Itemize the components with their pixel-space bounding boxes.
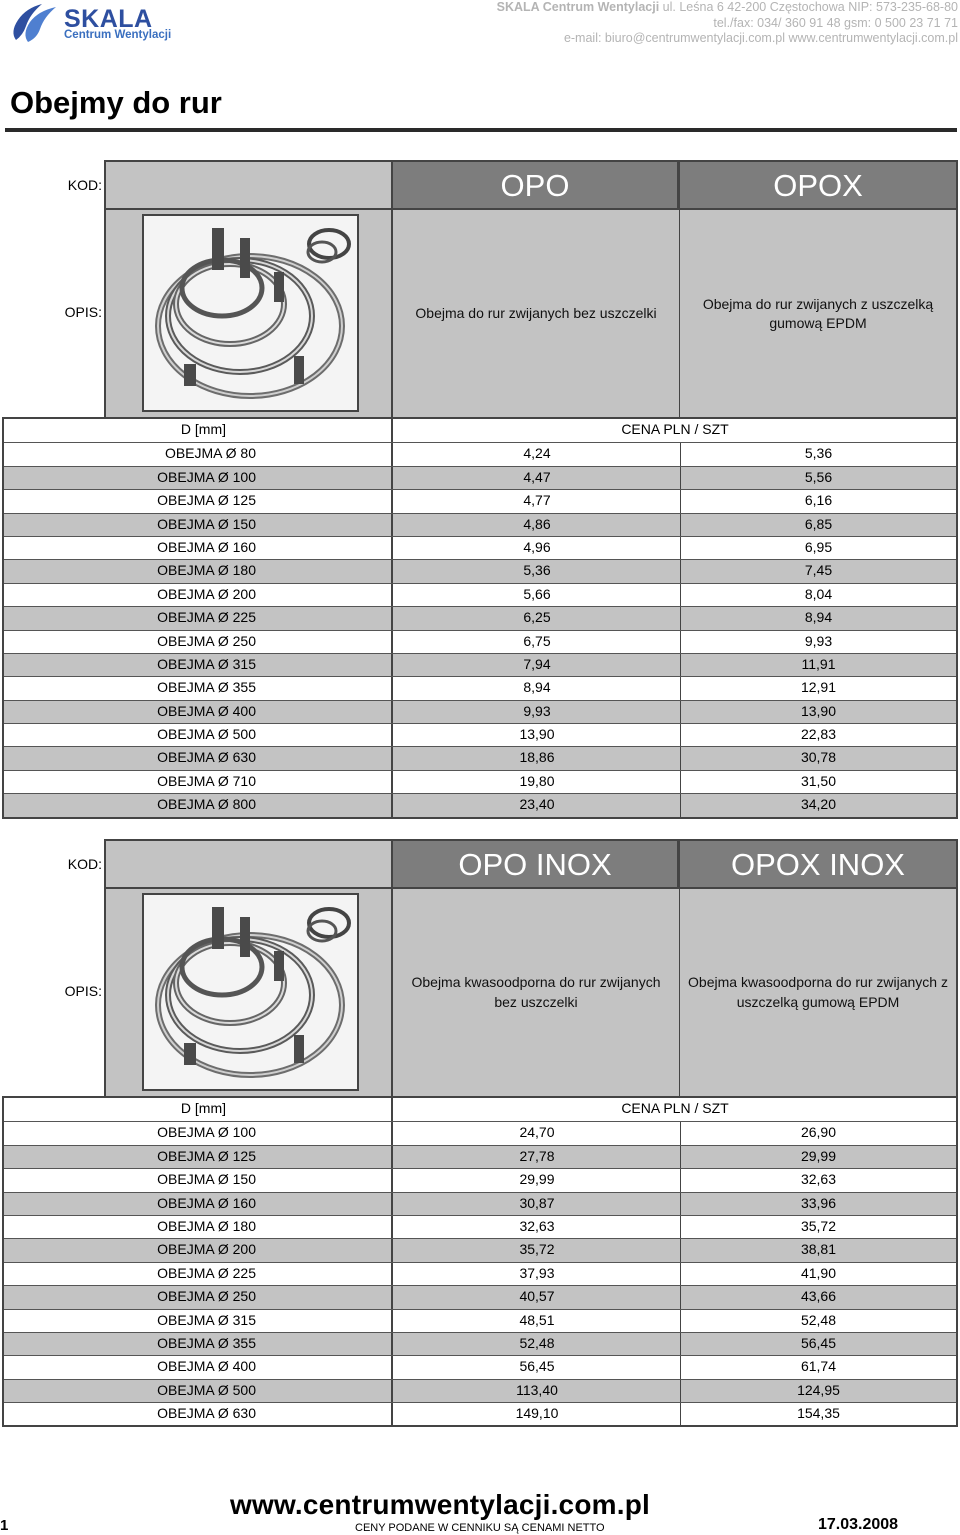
kod-blank-cell bbox=[104, 160, 392, 210]
table-row bbox=[4, 723, 956, 746]
diameter-label: OBEJMA Ø 800 bbox=[157, 796, 256, 813]
diameter-label: OBEJMA Ø 500 bbox=[157, 1381, 256, 1398]
diameter-label: OBEJMA Ø 500 bbox=[157, 726, 256, 743]
product-code-opo-inox: OPO INOX bbox=[392, 839, 679, 889]
product-photo bbox=[142, 893, 359, 1091]
opis-row bbox=[0, 210, 960, 418]
price-cell-2: 5,36 bbox=[804, 445, 833, 462]
diameter-label: OBEJMA Ø 400 bbox=[157, 1358, 256, 1375]
column-header-diameter bbox=[4, 1098, 393, 1121]
price-cell-2: 34,20 bbox=[800, 796, 837, 813]
price-cell-2: 6,16 bbox=[804, 492, 833, 509]
price-cell-1: 32,63 bbox=[394, 1216, 681, 1238]
price-cell-2: 30,78 bbox=[800, 749, 837, 766]
price-cell-1: 9,93 bbox=[394, 701, 681, 723]
diameter-cell bbox=[4, 794, 393, 816]
diameter-cell bbox=[4, 1122, 393, 1144]
price-cell-1: 113,40 bbox=[394, 1380, 681, 1402]
diameter-cell bbox=[4, 1286, 393, 1308]
diameter-cell bbox=[4, 1333, 393, 1355]
price-cell-2: 31,50 bbox=[800, 772, 837, 789]
price-cell-2: 6,95 bbox=[804, 538, 833, 555]
price-cell-2: 32,63 bbox=[800, 1171, 837, 1188]
price-cell-2: 38,81 bbox=[800, 1241, 837, 1258]
table-row bbox=[4, 466, 956, 489]
diameter-label: OBEJMA Ø 225 bbox=[157, 609, 256, 626]
diameter-label: OBEJMA Ø 160 bbox=[157, 1194, 256, 1211]
diameter-cell bbox=[4, 514, 393, 536]
product-code-opox: OPOX bbox=[679, 160, 958, 210]
diameter-cell bbox=[4, 1193, 393, 1215]
pipe-clamp-icon bbox=[144, 895, 357, 1089]
product-photo bbox=[142, 214, 359, 412]
table-row bbox=[4, 606, 956, 629]
product-code-opox-inox: OPOX INOX bbox=[679, 839, 958, 889]
price-cell-1: 19,80 bbox=[394, 771, 681, 793]
price-cell-2: 6,85 bbox=[804, 515, 833, 532]
diameter-label: OBEJMA Ø 225 bbox=[157, 1264, 256, 1281]
diameter-label: OBEJMA Ø 400 bbox=[157, 702, 256, 719]
kod-blank-cell bbox=[104, 839, 392, 889]
price-table-opo bbox=[2, 417, 958, 819]
column-header-price: CENA PLN / SZT bbox=[621, 421, 729, 437]
price-cell-1: 52,48 bbox=[394, 1333, 681, 1355]
diameter-label: OBEJMA Ø 355 bbox=[157, 679, 256, 696]
price-cell-2: 8,04 bbox=[804, 585, 833, 602]
table-row bbox=[4, 1145, 956, 1168]
table-row bbox=[4, 1262, 956, 1285]
footer-note: CENY PODANE W CENNIKU SĄ CENAMI NETTO bbox=[355, 1522, 605, 1534]
price-cell-1: 13,90 bbox=[394, 724, 681, 746]
diameter-cell bbox=[4, 771, 393, 793]
opis-label: OPIS: bbox=[64, 304, 102, 320]
table-row bbox=[4, 746, 956, 769]
table-row bbox=[4, 513, 956, 536]
diameter-label: OBEJMA Ø 100 bbox=[157, 1124, 256, 1141]
diameter-label: OBEJMA Ø 125 bbox=[157, 1147, 256, 1164]
price-cell-2: 7,45 bbox=[804, 562, 833, 579]
price-cell-1: 6,75 bbox=[394, 631, 681, 653]
diameter-label: OBEJMA Ø 355 bbox=[157, 1334, 256, 1351]
price-cell-1: 4,24 bbox=[394, 443, 681, 465]
logo-name: SKALA bbox=[64, 5, 153, 33]
contact-line-2: tel./fax: 034/ 360 91 48 gsm: 0 500 23 71 71 bbox=[713, 15, 958, 30]
table-row bbox=[4, 1285, 956, 1308]
table-row bbox=[4, 1238, 956, 1261]
price-cell-1: 149,10 bbox=[394, 1403, 681, 1425]
price-cell-2: 124,95 bbox=[797, 1381, 840, 1398]
diameter-cell bbox=[4, 1380, 393, 1402]
header-diameter-label: D [mm] bbox=[180, 421, 226, 437]
diameter-label: OBEJMA Ø 200 bbox=[157, 585, 256, 602]
price-cell-1: 24,70 bbox=[394, 1122, 681, 1144]
price-cell-2: 154,35 bbox=[797, 1405, 840, 1422]
diameter-cell bbox=[4, 1310, 393, 1332]
diameter-label: OBEJMA Ø 160 bbox=[157, 538, 256, 555]
diameter-cell bbox=[4, 560, 393, 582]
diameter-cell bbox=[4, 467, 393, 489]
price-cell-2: 35,72 bbox=[800, 1217, 837, 1234]
diameter-label: OBEJMA Ø 710 bbox=[157, 772, 256, 789]
price-cell-2: 52,48 bbox=[800, 1311, 837, 1328]
table-row bbox=[4, 583, 956, 606]
table-row bbox=[4, 489, 956, 512]
diameter-label: OBEJMA Ø 150 bbox=[157, 1171, 256, 1188]
diameter-cell bbox=[4, 701, 393, 723]
diameter-cell bbox=[4, 1216, 393, 1238]
table-row bbox=[4, 630, 956, 653]
price-cell-1: 30,87 bbox=[394, 1193, 681, 1215]
description-opo: Obejma do rur zwijanych bez uszczelki bbox=[392, 210, 679, 418]
diameter-label: OBEJMA Ø 180 bbox=[157, 1217, 256, 1234]
diameter-label: OBEJMA Ø 630 bbox=[157, 749, 256, 766]
price-cell-2: 41,90 bbox=[800, 1264, 837, 1281]
diameter-label: OBEJMA Ø 180 bbox=[157, 562, 256, 579]
diameter-cell bbox=[4, 631, 393, 653]
kod-label: KOD: bbox=[67, 177, 102, 193]
diameter-label: OBEJMA Ø 315 bbox=[157, 1311, 256, 1328]
price-cell-2: 11,91 bbox=[801, 655, 836, 672]
diameter-label: OBEJMA Ø 150 bbox=[157, 515, 256, 532]
price-cell-2: 26,90 bbox=[800, 1124, 837, 1141]
price-cell-2: 56,45 bbox=[800, 1334, 837, 1351]
diameter-cell bbox=[4, 724, 393, 746]
price-cell-2: 9,93 bbox=[804, 632, 833, 649]
diameter-cell bbox=[4, 1263, 393, 1285]
diameter-cell bbox=[4, 1403, 393, 1425]
page-number: 1 bbox=[0, 1517, 9, 1534]
diameter-cell bbox=[4, 1146, 393, 1168]
table-row bbox=[4, 1379, 956, 1402]
diameter-label: OBEJMA Ø 200 bbox=[157, 1241, 256, 1258]
diameter-cell bbox=[4, 747, 393, 769]
diameter-label: OBEJMA Ø 80 bbox=[164, 445, 256, 462]
title-divider bbox=[5, 128, 957, 132]
diameter-cell bbox=[4, 1169, 393, 1191]
contact-line-3: e-mail: biuro@centrumwentylacji.com.pl www.centrumwentylacji.com.pl bbox=[563, 31, 958, 45]
description-opox-inox: Obejma kwasoodporna do rur zwijanych z uszczelką gumową EPDM bbox=[679, 889, 958, 1096]
price-cell-1: 4,77 bbox=[394, 490, 681, 512]
price-cell-1: 37,93 bbox=[394, 1263, 681, 1285]
product-code-opo: OPO bbox=[392, 160, 679, 210]
price-cell-2: 61,74 bbox=[800, 1358, 837, 1375]
diameter-label: OBEJMA Ø 250 bbox=[157, 1288, 256, 1305]
price-cell-1: 5,66 bbox=[394, 584, 681, 606]
table-row bbox=[4, 1402, 956, 1425]
diameter-cell bbox=[4, 584, 393, 606]
table-row bbox=[4, 442, 956, 465]
kod-row bbox=[0, 160, 960, 210]
column-header-diameter bbox=[4, 419, 393, 442]
diameter-cell bbox=[4, 677, 393, 699]
price-cell-1: 4,47 bbox=[394, 467, 681, 489]
diameter-cell bbox=[4, 490, 393, 512]
price-cell-2: 13,90 bbox=[800, 702, 837, 719]
price-cell-2: 22,83 bbox=[800, 726, 837, 743]
diameter-label: OBEJMA Ø 250 bbox=[157, 632, 256, 649]
photo-cell bbox=[104, 210, 392, 418]
contact-line-1 bbox=[497, 0, 958, 16]
kod-label: KOD: bbox=[67, 856, 102, 872]
table-row bbox=[4, 1309, 956, 1332]
table-row bbox=[4, 653, 956, 676]
opis-row bbox=[0, 889, 960, 1096]
price-cell-1: 5,36 bbox=[394, 560, 681, 582]
price-cell-1: 23,40 bbox=[394, 794, 681, 816]
table-header-row bbox=[4, 419, 956, 442]
price-cell-1: 4,96 bbox=[394, 537, 681, 559]
contact-company: SKALA Centrum Wentylacji bbox=[496, 0, 660, 14]
price-cell-2: 5,56 bbox=[804, 468, 833, 485]
table-row bbox=[4, 1192, 956, 1215]
description-opo-inox: Obejma kwasoodporna do rur zwijanych bez uszczelki bbox=[392, 889, 679, 1096]
price-cell-1: 35,72 bbox=[394, 1239, 681, 1261]
table-row bbox=[4, 1332, 956, 1355]
price-cell-1: 7,94 bbox=[394, 654, 681, 676]
contact-info bbox=[497, 0, 958, 47]
price-cell-2: 12,91 bbox=[800, 679, 837, 696]
price-table-opo-inox bbox=[2, 1096, 958, 1427]
table-row bbox=[4, 793, 956, 816]
price-cell-2: 29,99 bbox=[800, 1147, 837, 1164]
diameter-cell bbox=[4, 537, 393, 559]
footer-date: 17.03.2008 bbox=[818, 1516, 899, 1533]
footer-url[interactable]: www.centrumwentylacji.com.pl bbox=[230, 1489, 650, 1520]
header-diameter-label: D [mm] bbox=[180, 1100, 226, 1116]
description-opox: Obejma do rur zwijanych z uszczelką gumową EPDM bbox=[679, 210, 958, 418]
diameter-cell bbox=[4, 654, 393, 676]
price-cell-1: 4,86 bbox=[394, 514, 681, 536]
diameter-cell bbox=[4, 1239, 393, 1261]
table-row bbox=[4, 1121, 956, 1144]
diameter-label: OBEJMA Ø 125 bbox=[157, 492, 256, 509]
price-cell-1: 56,45 bbox=[394, 1356, 681, 1378]
diameter-cell bbox=[4, 443, 393, 465]
table-row bbox=[4, 1215, 956, 1238]
contact-address: ul. Leśna 6 42-200 Częstochowa NIP: 573-235-68-80 bbox=[662, 0, 958, 14]
table-row bbox=[4, 770, 956, 793]
price-cell-1: 8,94 bbox=[394, 677, 681, 699]
diameter-label: OBEJMA Ø 315 bbox=[157, 655, 256, 672]
table-row bbox=[4, 536, 956, 559]
logo-subtitle: Centrum Wentylacji bbox=[64, 29, 172, 41]
column-header-price: CENA PLN / SZT bbox=[621, 1100, 729, 1116]
table-row bbox=[4, 1168, 956, 1191]
price-cell-1: 48,51 bbox=[394, 1310, 681, 1332]
price-cell-2: 43,66 bbox=[800, 1288, 837, 1305]
diameter-cell bbox=[4, 1356, 393, 1378]
table-header-row bbox=[4, 1098, 956, 1121]
diameter-label: OBEJMA Ø 100 bbox=[157, 468, 256, 485]
price-cell-2: 33,96 bbox=[800, 1194, 837, 1211]
photo-cell bbox=[104, 889, 392, 1096]
opis-label: OPIS: bbox=[64, 983, 102, 999]
price-cell-2: 8,94 bbox=[804, 609, 833, 626]
price-cell-1: 18,86 bbox=[394, 747, 681, 769]
company-logo bbox=[8, 2, 183, 44]
table-row bbox=[4, 676, 956, 699]
pipe-clamp-icon bbox=[144, 216, 357, 410]
kod-row bbox=[0, 839, 960, 889]
logo-mark-icon bbox=[8, 2, 62, 44]
table-row bbox=[4, 700, 956, 723]
diameter-cell bbox=[4, 607, 393, 629]
price-cell-1: 6,25 bbox=[394, 607, 681, 629]
diameter-label: OBEJMA Ø 630 bbox=[157, 1405, 256, 1422]
price-cell-1: 27,78 bbox=[394, 1146, 681, 1168]
price-cell-1: 29,99 bbox=[394, 1169, 681, 1191]
page-title: Obejmy do rur bbox=[10, 85, 222, 120]
price-cell-1: 40,57 bbox=[394, 1286, 681, 1308]
table-row bbox=[4, 559, 956, 582]
table-row bbox=[4, 1355, 956, 1378]
